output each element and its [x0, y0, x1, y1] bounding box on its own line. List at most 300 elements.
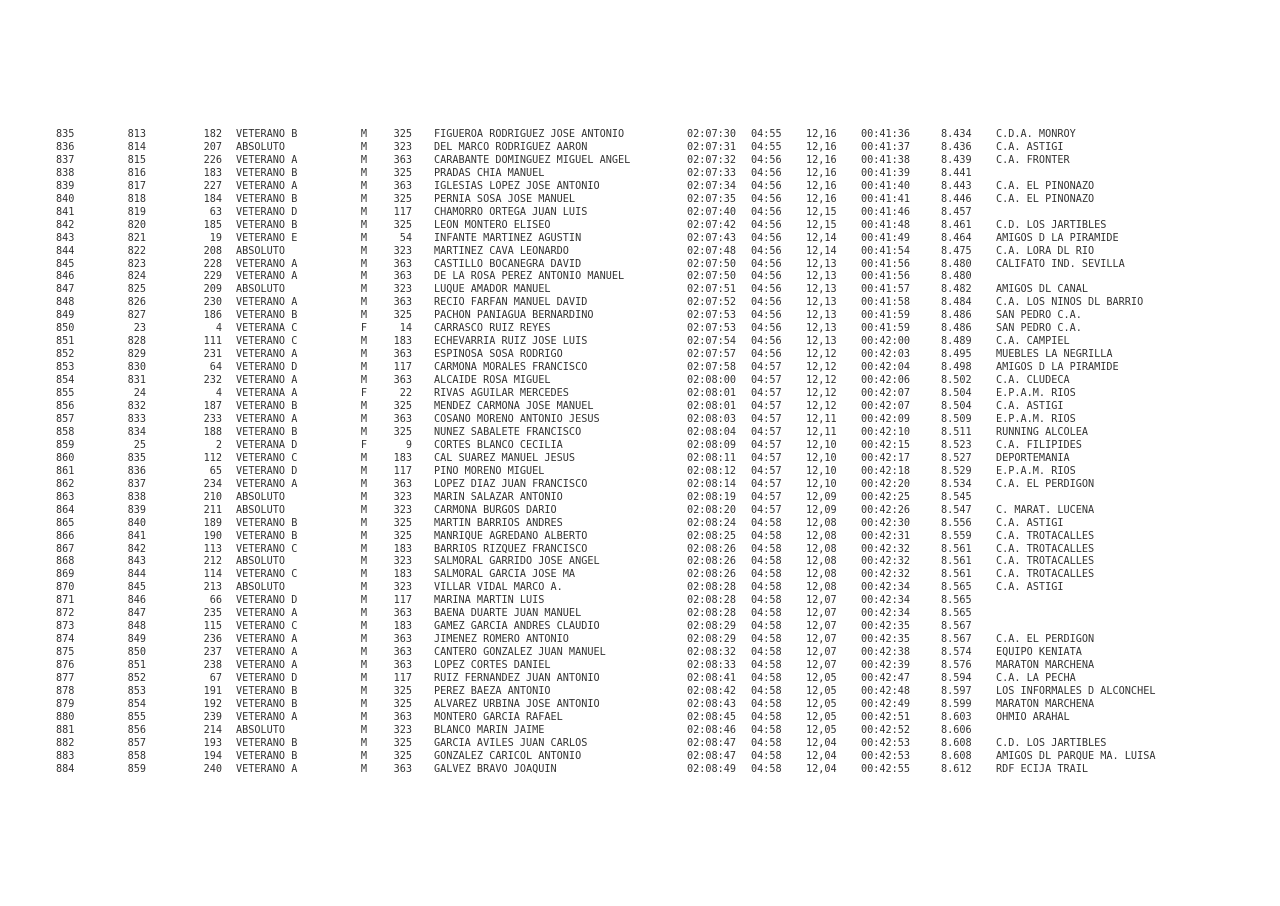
gender-position-cell: 841 [127, 530, 146, 542]
distance-mark-cell: 8.480 [941, 271, 972, 283]
chip-time-cell: 00:42:18 [861, 465, 911, 477]
table-row [56, 323, 1186, 336]
gender-position-cell: 23 [133, 323, 146, 335]
table-row [56, 349, 1186, 362]
category-position-cell: 187 [203, 401, 222, 413]
table-row [56, 207, 1186, 220]
runner-name-cell: INFANTE MARTINEZ AGUSTIN [434, 232, 582, 244]
category-cell: VETERANO A [236, 413, 298, 425]
finish-time-cell: 02:08:47 [687, 737, 737, 749]
category-cell: VETERANO D [236, 595, 298, 607]
category-cell: VETERANO A [236, 763, 298, 775]
distance-mark-cell: 8.559 [941, 530, 972, 542]
sex-cell: M [360, 556, 368, 568]
category-cell: VETERANO C [236, 452, 298, 464]
runner-name-cell: CARMONA BURGOS DARIO [434, 504, 557, 516]
chip-time-cell: 00:41:54 [861, 245, 911, 257]
bib-number-cell: 323 [393, 284, 412, 296]
chip-time-cell: 00:42:09 [861, 413, 911, 425]
category-position-cell: 4 [215, 323, 222, 335]
bib-number-cell: 323 [393, 556, 412, 568]
runner-name-cell: BARRIOS RIZQUEZ FRANCISCO [434, 543, 588, 555]
category-position-cell: 237 [203, 647, 222, 659]
finish-time-cell: 02:08:00 [687, 375, 737, 387]
runner-name-cell: RIVAS AGUILAR MERCEDES [434, 388, 569, 400]
chip-time-cell: 00:41:56 [861, 271, 911, 283]
table-row [56, 634, 1186, 647]
category-position-cell: 192 [203, 698, 222, 710]
club-cell: AMIGOS D LA PIRAMIDE [996, 362, 1119, 374]
chip-time-cell: 00:42:53 [861, 737, 911, 749]
gender-position-cell: 843 [127, 556, 146, 568]
distance-mark-cell: 8.534 [941, 478, 972, 490]
chip-time-cell: 00:42:30 [861, 517, 911, 529]
sex-cell: M [360, 530, 368, 542]
category-cell: VETERANO D [236, 465, 298, 477]
category-position-cell: 233 [203, 413, 222, 425]
club-cell: CALIFATO IND. SEVILLA [996, 258, 1125, 270]
gender-position-cell: 813 [127, 129, 146, 140]
pace-cell: 04:58 [751, 660, 782, 672]
bib-number-cell: 325 [393, 698, 412, 710]
runner-name-cell: MONTERO GARCIA RAFAEL [434, 711, 563, 723]
speed-cell: 12,16 [806, 167, 837, 179]
finish-time-cell: 02:08:03 [687, 413, 737, 425]
bib-number-cell: 325 [393, 750, 412, 762]
category-position-cell: 232 [203, 375, 222, 387]
overall-position-cell: 867 [56, 543, 75, 555]
category-cell: VETERANO D [236, 206, 298, 218]
finish-time-cell: 02:08:24 [687, 517, 737, 529]
distance-mark-cell: 8.443 [941, 180, 972, 192]
finish-time-cell: 02:07:58 [687, 362, 737, 374]
bib-number-cell: 363 [393, 154, 412, 166]
overall-position-cell: 864 [56, 504, 75, 516]
table-row [56, 531, 1186, 544]
bib-number-cell: 183 [393, 621, 412, 633]
finish-time-cell: 02:08:26 [687, 569, 737, 581]
finish-time-cell: 02:07:48 [687, 245, 737, 257]
pace-cell: 04:57 [751, 362, 782, 374]
chip-time-cell: 00:42:32 [861, 543, 911, 555]
overall-position-cell: 851 [56, 336, 75, 348]
category-cell: ABSOLUTO [236, 504, 286, 516]
pace-cell: 04:56 [751, 284, 782, 296]
club-cell [996, 271, 1186, 284]
chip-time-cell: 00:42:06 [861, 375, 911, 387]
chip-time-cell: 00:42:35 [861, 621, 911, 633]
pace-cell: 04:58 [751, 621, 782, 633]
sex-cell: M [360, 232, 368, 244]
speed-cell: 12,05 [806, 685, 837, 697]
speed-cell: 12,05 [806, 673, 837, 685]
category-cell: VETERANO B [236, 685, 298, 697]
chip-time-cell: 00:41:41 [861, 193, 911, 205]
category-position-cell: 209 [203, 284, 222, 296]
overall-position-cell: 881 [56, 724, 75, 736]
gender-position-cell: 838 [127, 491, 146, 503]
bib-number-cell: 183 [393, 543, 412, 555]
chip-time-cell: 00:42:55 [861, 763, 911, 775]
club-cell: SAN PEDRO C.A. [996, 323, 1082, 335]
category-cell: VETERANO B [236, 129, 298, 140]
gender-position-cell: 850 [127, 647, 146, 659]
club-cell [996, 492, 1186, 505]
table-row [56, 738, 1186, 751]
runner-name-cell: SALMORAL GARRIDO JOSE ANGEL [434, 556, 600, 568]
sex-cell: M [360, 750, 368, 762]
table-row [56, 660, 1186, 673]
category-position-cell: 66 [209, 595, 222, 607]
category-position-cell: 208 [203, 245, 222, 257]
finish-time-cell: 02:08:29 [687, 634, 737, 646]
category-position-cell: 183 [203, 167, 222, 179]
table-row [56, 181, 1186, 194]
gender-position-cell: 822 [127, 245, 146, 257]
chip-time-cell: 00:42:04 [861, 362, 911, 374]
category-cell: VETERANO A [236, 297, 298, 309]
finish-time-cell: 02:07:40 [687, 206, 737, 218]
distance-mark-cell: 8.576 [941, 660, 972, 672]
table-row [56, 569, 1186, 582]
distance-mark-cell: 8.574 [941, 647, 972, 659]
finish-time-cell: 02:07:57 [687, 349, 737, 361]
table-row [56, 271, 1186, 284]
speed-cell: 12,11 [806, 426, 837, 438]
club-cell: C.A. TROTACALLES [996, 556, 1095, 568]
club-cell: DEPORTEMANIA [996, 452, 1070, 464]
distance-mark-cell: 8.446 [941, 193, 972, 205]
pace-cell: 04:57 [751, 401, 782, 413]
bib-number-cell: 117 [393, 465, 412, 477]
table-row [56, 673, 1186, 686]
runner-name-cell: GALVEZ BRAVO JOAQUIN [434, 763, 557, 775]
distance-mark-cell: 8.603 [941, 711, 972, 723]
club-cell: LOS INFORMALES D ALCONCHEL [996, 685, 1156, 697]
bib-number-cell: 54 [399, 232, 412, 244]
sex-cell: M [360, 284, 368, 296]
table-row [56, 466, 1186, 479]
table-row [56, 505, 1186, 518]
pace-cell: 04:58 [751, 608, 782, 620]
gender-position-cell: 844 [127, 569, 146, 581]
pace-cell: 04:57 [751, 465, 782, 477]
runner-name-cell: SALMORAL GARCIA JOSE MA [434, 569, 576, 581]
speed-cell: 12,07 [806, 595, 837, 607]
category-position-cell: 64 [209, 362, 222, 374]
overall-position-cell: 852 [56, 349, 75, 361]
gender-position-cell: 857 [127, 737, 146, 749]
club-cell: C.D.A. MONROY [996, 129, 1076, 140]
category-position-cell: 240 [203, 763, 222, 775]
distance-mark-cell: 8.482 [941, 284, 972, 296]
table-row [56, 440, 1186, 453]
speed-cell: 12,13 [806, 323, 837, 335]
overall-position-cell: 856 [56, 401, 75, 413]
chip-time-cell: 00:41:37 [861, 141, 911, 153]
gender-position-cell: 848 [127, 621, 146, 633]
finish-time-cell: 02:08:09 [687, 439, 737, 451]
pace-cell: 04:56 [751, 336, 782, 348]
category-position-cell: 213 [203, 582, 222, 594]
club-cell: C.A. LORA DL RIO [996, 245, 1095, 257]
club-cell: SAN PEDRO C.A. [996, 310, 1082, 322]
table-row [56, 699, 1186, 712]
category-cell: VETERANO A [236, 271, 298, 283]
category-cell: VETERANO B [236, 219, 298, 231]
sex-cell: M [360, 517, 368, 529]
pace-cell: 04:58 [751, 569, 782, 581]
distance-mark-cell: 8.594 [941, 673, 972, 685]
pace-cell: 04:58 [751, 543, 782, 555]
table-row [56, 686, 1186, 699]
runner-name-cell: CHAMORRO ORTEGA JUAN LUIS [434, 206, 588, 218]
category-cell: VETERANO B [236, 530, 298, 542]
distance-mark-cell: 8.489 [941, 336, 972, 348]
chip-time-cell: 00:42:15 [861, 439, 911, 451]
chip-time-cell: 00:42:34 [861, 582, 911, 594]
club-cell [996, 725, 1186, 738]
category-position-cell: 214 [203, 724, 222, 736]
pace-cell: 04:56 [751, 193, 782, 205]
table-row [56, 764, 1186, 777]
club-cell: C.A. FRONTER [996, 154, 1070, 166]
pace-cell: 04:58 [751, 647, 782, 659]
distance-mark-cell: 8.486 [941, 323, 972, 335]
chip-time-cell: 00:41:56 [861, 258, 911, 270]
bib-number-cell: 363 [393, 375, 412, 387]
speed-cell: 12,08 [806, 517, 837, 529]
overall-position-cell: 860 [56, 452, 75, 464]
table-row [56, 544, 1186, 557]
sex-cell: M [360, 401, 368, 413]
chip-time-cell: 00:42:00 [861, 336, 911, 348]
bib-number-cell: 363 [393, 413, 412, 425]
runner-name-cell: MENDEZ CARMONA JOSE MANUEL [434, 401, 594, 413]
overall-position-cell: 865 [56, 517, 75, 529]
chip-time-cell: 00:42:39 [861, 660, 911, 672]
overall-position-cell: 848 [56, 297, 75, 309]
distance-mark-cell: 8.529 [941, 465, 972, 477]
gender-position-cell: 24 [133, 388, 146, 400]
gender-position-cell: 815 [127, 154, 146, 166]
distance-mark-cell: 8.502 [941, 375, 972, 387]
gender-position-cell: 832 [127, 401, 146, 413]
table-row [56, 453, 1186, 466]
gender-position-cell: 825 [127, 284, 146, 296]
runner-name-cell: PERNIA SOSA JOSE MANUEL [434, 193, 576, 205]
category-position-cell: 188 [203, 426, 222, 438]
gender-position-cell: 831 [127, 375, 146, 387]
overall-position-cell: 837 [56, 154, 75, 166]
speed-cell: 12,12 [806, 401, 837, 413]
bib-number-cell: 183 [393, 336, 412, 348]
table-row [56, 518, 1186, 531]
table-row [56, 284, 1186, 297]
overall-position-cell: 845 [56, 258, 75, 270]
table-row [56, 220, 1186, 233]
category-cell: VETERANO C [236, 621, 298, 633]
category-cell: ABSOLUTO [236, 284, 286, 296]
gender-position-cell: 823 [127, 258, 146, 270]
category-cell: VETERANO B [236, 310, 298, 322]
overall-position-cell: 873 [56, 621, 75, 633]
speed-cell: 12,05 [806, 724, 837, 736]
gender-position-cell: 824 [127, 271, 146, 283]
sex-cell: M [360, 608, 368, 620]
table-row [56, 427, 1186, 440]
pace-cell: 04:58 [751, 763, 782, 775]
gender-position-cell: 25 [133, 439, 146, 451]
category-cell: VETERANO A [236, 258, 298, 270]
table-row [56, 362, 1186, 375]
speed-cell: 12,10 [806, 465, 837, 477]
runner-name-cell: CARABANTE DOMINGUEZ MIGUEL ANGEL [434, 154, 631, 166]
pace-cell: 04:56 [751, 232, 782, 244]
sex-cell: M [360, 634, 368, 646]
distance-mark-cell: 8.464 [941, 232, 972, 244]
overall-position-cell: 879 [56, 698, 75, 710]
finish-time-cell: 02:08:19 [687, 491, 737, 503]
finish-time-cell: 02:08:12 [687, 465, 737, 477]
table-row [56, 168, 1186, 181]
sex-cell: M [360, 258, 368, 270]
sex-cell: M [360, 413, 368, 425]
runner-name-cell: LUQUE AMADOR MANUEL [434, 284, 551, 296]
pace-cell: 04:58 [751, 737, 782, 749]
sex-cell: M [360, 504, 368, 516]
category-position-cell: 113 [203, 543, 222, 555]
club-cell [996, 207, 1186, 220]
bib-number-cell: 325 [393, 737, 412, 749]
gender-position-cell: 855 [127, 711, 146, 723]
pace-cell: 04:58 [751, 530, 782, 542]
chip-time-cell: 00:42:03 [861, 349, 911, 361]
table-row [56, 336, 1186, 349]
pace-cell: 04:57 [751, 478, 782, 490]
overall-position-cell: 855 [56, 388, 75, 400]
club-cell: C.A. TROTACALLES [996, 530, 1095, 542]
gender-position-cell: 840 [127, 517, 146, 529]
table-row [56, 751, 1186, 764]
category-position-cell: 235 [203, 608, 222, 620]
gender-position-cell: 820 [127, 219, 146, 231]
category-position-cell: 19 [209, 232, 222, 244]
finish-time-cell: 02:08:49 [687, 763, 737, 775]
gender-position-cell: 846 [127, 595, 146, 607]
distance-mark-cell: 8.439 [941, 154, 972, 166]
category-cell: VETERANO B [236, 517, 298, 529]
pace-cell: 04:58 [751, 750, 782, 762]
overall-position-cell: 877 [56, 673, 75, 685]
category-position-cell: 210 [203, 491, 222, 503]
finish-time-cell: 02:07:53 [687, 323, 737, 335]
club-cell: EQUIPO KENIATA [996, 647, 1082, 659]
overall-position-cell: 875 [56, 647, 75, 659]
pace-cell: 04:58 [751, 634, 782, 646]
speed-cell: 12,10 [806, 439, 837, 451]
runner-name-cell: ECHEVARRIA RUIZ JOSE LUIS [434, 336, 588, 348]
chip-time-cell: 00:42:35 [861, 634, 911, 646]
category-cell: ABSOLUTO [236, 724, 286, 736]
distance-mark-cell: 8.567 [941, 621, 972, 633]
club-cell: AMIGOS DL CANAL [996, 284, 1089, 296]
club-cell: C.A. CAMPIEL [996, 336, 1070, 348]
overall-position-cell: 870 [56, 582, 75, 594]
finish-time-cell: 02:07:30 [687, 129, 737, 140]
club-cell: C.A. LA PECHA [996, 673, 1076, 685]
overall-position-cell: 842 [56, 219, 75, 231]
category-position-cell: 67 [209, 673, 222, 685]
table-row [56, 259, 1186, 272]
category-cell: VETERANO E [236, 232, 298, 244]
pace-cell: 04:56 [751, 323, 782, 335]
bib-number-cell: 117 [393, 206, 412, 218]
finish-time-cell: 02:08:14 [687, 478, 737, 490]
category-position-cell: 182 [203, 129, 222, 140]
finish-time-cell: 02:08:46 [687, 724, 737, 736]
category-position-cell: 231 [203, 349, 222, 361]
overall-position-cell: 847 [56, 284, 75, 296]
table-row [56, 582, 1186, 595]
table-row [56, 556, 1186, 569]
speed-cell: 12,08 [806, 569, 837, 581]
results-table [56, 129, 1186, 777]
speed-cell: 12,16 [806, 154, 837, 166]
sex-cell: M [360, 297, 368, 309]
category-cell: VETERANA D [236, 439, 298, 451]
table-row [56, 479, 1186, 492]
runner-name-cell: VILLAR VIDAL MARCO A. [434, 582, 563, 594]
club-cell: C.A. TROTACALLES [996, 543, 1095, 555]
runner-name-cell: ALCAIDE ROSA MIGUEL [434, 375, 551, 387]
bib-number-cell: 363 [393, 647, 412, 659]
speed-cell: 12,07 [806, 608, 837, 620]
distance-mark-cell: 8.606 [941, 724, 972, 736]
table-row [56, 608, 1186, 621]
pace-cell: 04:56 [751, 245, 782, 257]
pace-cell: 04:58 [751, 685, 782, 697]
club-cell: C.A. ASTIGI [996, 582, 1064, 594]
pace-cell: 04:56 [751, 219, 782, 231]
finish-time-cell: 02:08:43 [687, 698, 737, 710]
bib-number-cell: 363 [393, 271, 412, 283]
distance-mark-cell: 8.608 [941, 737, 972, 749]
bib-number-cell: 9 [405, 439, 412, 451]
pace-cell: 04:58 [751, 517, 782, 529]
pace-cell: 04:58 [751, 582, 782, 594]
club-cell: C.A. EL PIÑONAZO [996, 180, 1095, 192]
category-position-cell: 211 [203, 504, 222, 516]
category-position-cell: 236 [203, 634, 222, 646]
chip-time-cell: 00:42:31 [861, 530, 911, 542]
table-row [56, 595, 1186, 608]
gender-position-cell: 826 [127, 297, 146, 309]
finish-time-cell: 02:08:26 [687, 556, 737, 568]
table-row [56, 142, 1186, 155]
overall-position-cell: 862 [56, 478, 75, 490]
category-position-cell: 234 [203, 478, 222, 490]
table-row [56, 233, 1186, 246]
bib-number-cell: 323 [393, 724, 412, 736]
chip-time-cell: 00:42:34 [861, 595, 911, 607]
pace-cell: 04:56 [751, 349, 782, 361]
finish-time-cell: 02:07:42 [687, 219, 737, 231]
speed-cell: 12,05 [806, 698, 837, 710]
speed-cell: 12,10 [806, 452, 837, 464]
bib-number-cell: 323 [393, 141, 412, 153]
bib-number-cell: 325 [393, 167, 412, 179]
